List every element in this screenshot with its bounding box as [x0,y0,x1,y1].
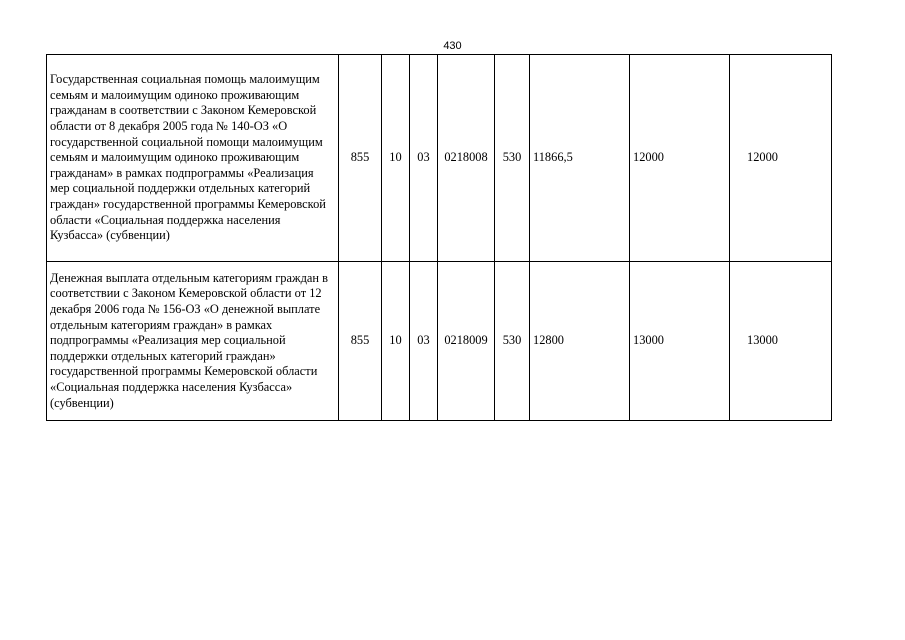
expense-type-code: 530 [495,262,530,421]
row-description: Денежная выплата отдельным категориям граждан в соответствии с Законом Кемеровской области от 12 декабря 2006 года № 156-ОЗ «О денежной выплате отдельным категориям граждан» в рамках подпрограммы «Реализация мер социальной поддержки отдельных категорий граждан» государственной программы Кемеровской области «Социальная поддержка населения Кузбасса» (субвенции) [47,262,339,421]
amount-year-3: 13000 [730,262,832,421]
amount-year-1: 12800 [530,262,630,421]
ministry-code: 855 [339,55,382,262]
amount-year-2: 13000 [630,262,730,421]
amount-year-1: 11866,5 [530,55,630,262]
section-code: 10 [382,262,410,421]
row-description: Государственная социальная помощь малоимущим семьям и малоимущим одиноко проживающим гражданам в соответствии с Законом Кемеровской области от 8 декабря 2005 года № 140-ОЗ «О государственной социальной помощи малоимущим семьям и малоимущим одиноко проживающим гражданам» в рамках подпрограммы «Реализация мер социальной поддержки отдельных категорий граждан» государственной программы Кемеровской области «Социальная поддержка населения Кузбасса» (субвенции) [47,55,339,262]
subsection-code: 03 [410,55,438,262]
subsection-code: 03 [410,262,438,421]
expense-type-code: 530 [495,55,530,262]
table-row [47,55,832,262]
target-item-code: 0218009 [438,262,495,421]
table-row [47,262,832,421]
amount-year-3: 12000 [730,55,832,262]
page-number: 430 [443,40,462,52]
ministry-code: 855 [339,262,382,421]
target-item-code: 0218008 [438,55,495,262]
section-code: 10 [382,55,410,262]
budget-table [46,54,832,421]
amount-year-2: 12000 [630,55,730,262]
